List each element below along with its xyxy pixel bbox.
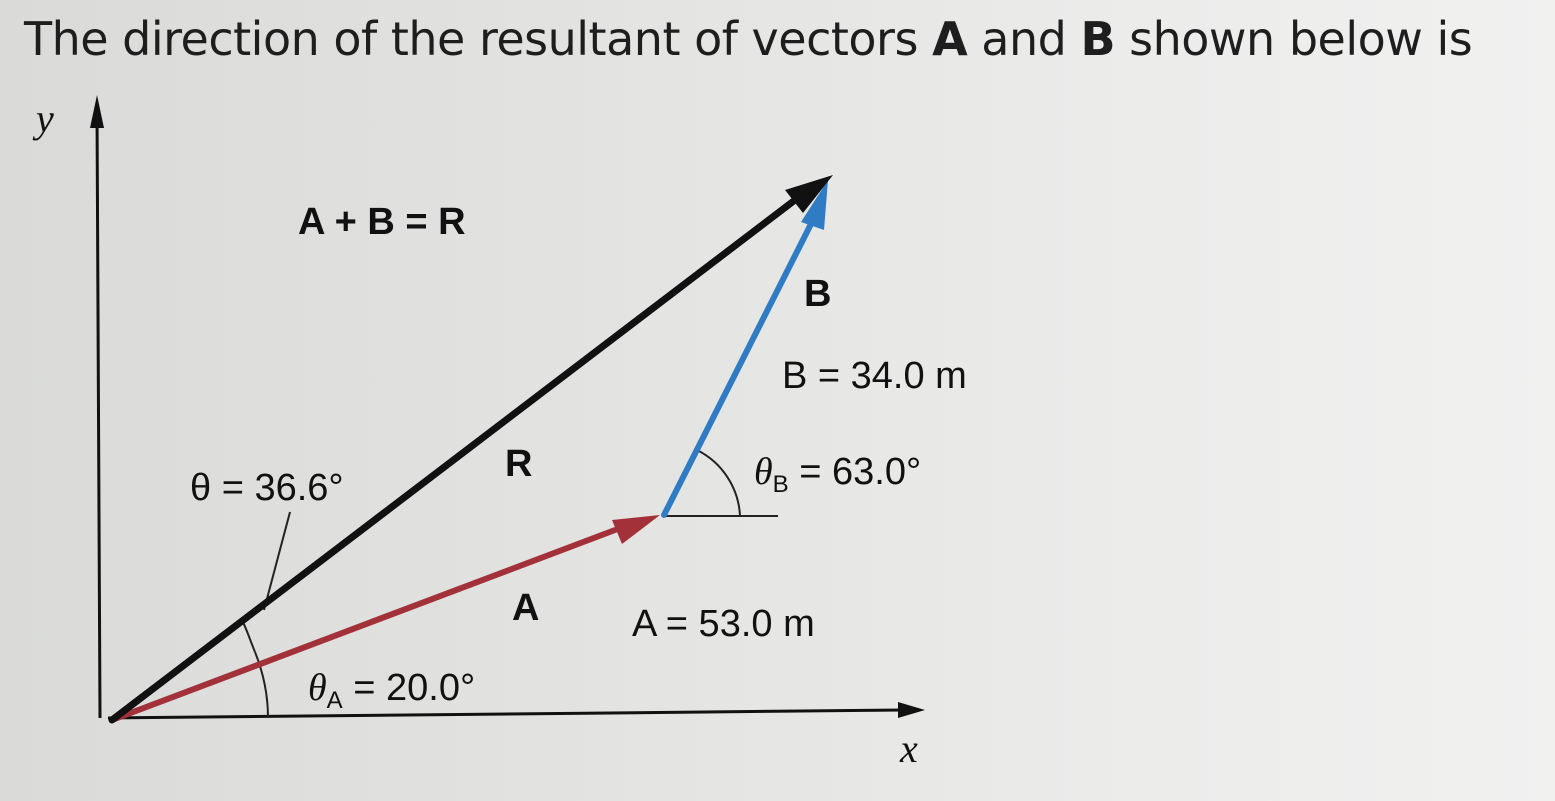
theta-b-arc [697, 450, 740, 516]
theta-a-subscript: A [326, 687, 343, 714]
vector-r-label: R [505, 443, 533, 485]
theta-a-label [308, 667, 475, 714]
question-middle: and [967, 12, 1081, 66]
vector-a-arrowhead [612, 515, 660, 544]
question-vector-a: A [932, 12, 968, 66]
y-axis-label: y [36, 96, 54, 141]
vector-b-label: B [804, 273, 832, 315]
x-axis-arrowhead [898, 702, 925, 718]
question-vector-b: B [1080, 12, 1116, 66]
theta-b-subscript: B [772, 471, 789, 498]
theta-r-label: θ = 36.6° [190, 467, 344, 509]
theta-a-value: = 20.0° [342, 667, 476, 709]
y-axis [97, 110, 100, 718]
question-prefix: The direction of the resultant of vectors [24, 12, 933, 66]
theta-b-label [754, 451, 921, 498]
b-magnitude-label: B = 34.0 m [782, 355, 967, 397]
theta-r-arc [242, 620, 255, 652]
theta-b-symbol: θ [754, 451, 773, 493]
theta-b-value: = 63.0° [788, 451, 922, 493]
x-axis-label: x [900, 726, 918, 771]
question-suffix: shown below is [1115, 12, 1473, 66]
sum-equation-label: A + B = R [298, 201, 466, 243]
theta-a-symbol: θ [308, 667, 327, 709]
x-axis [108, 710, 905, 718]
a-magnitude-label: A = 53.0 m [632, 603, 815, 645]
y-axis-arrowhead [90, 95, 104, 128]
vector-a-label: A [512, 587, 540, 629]
